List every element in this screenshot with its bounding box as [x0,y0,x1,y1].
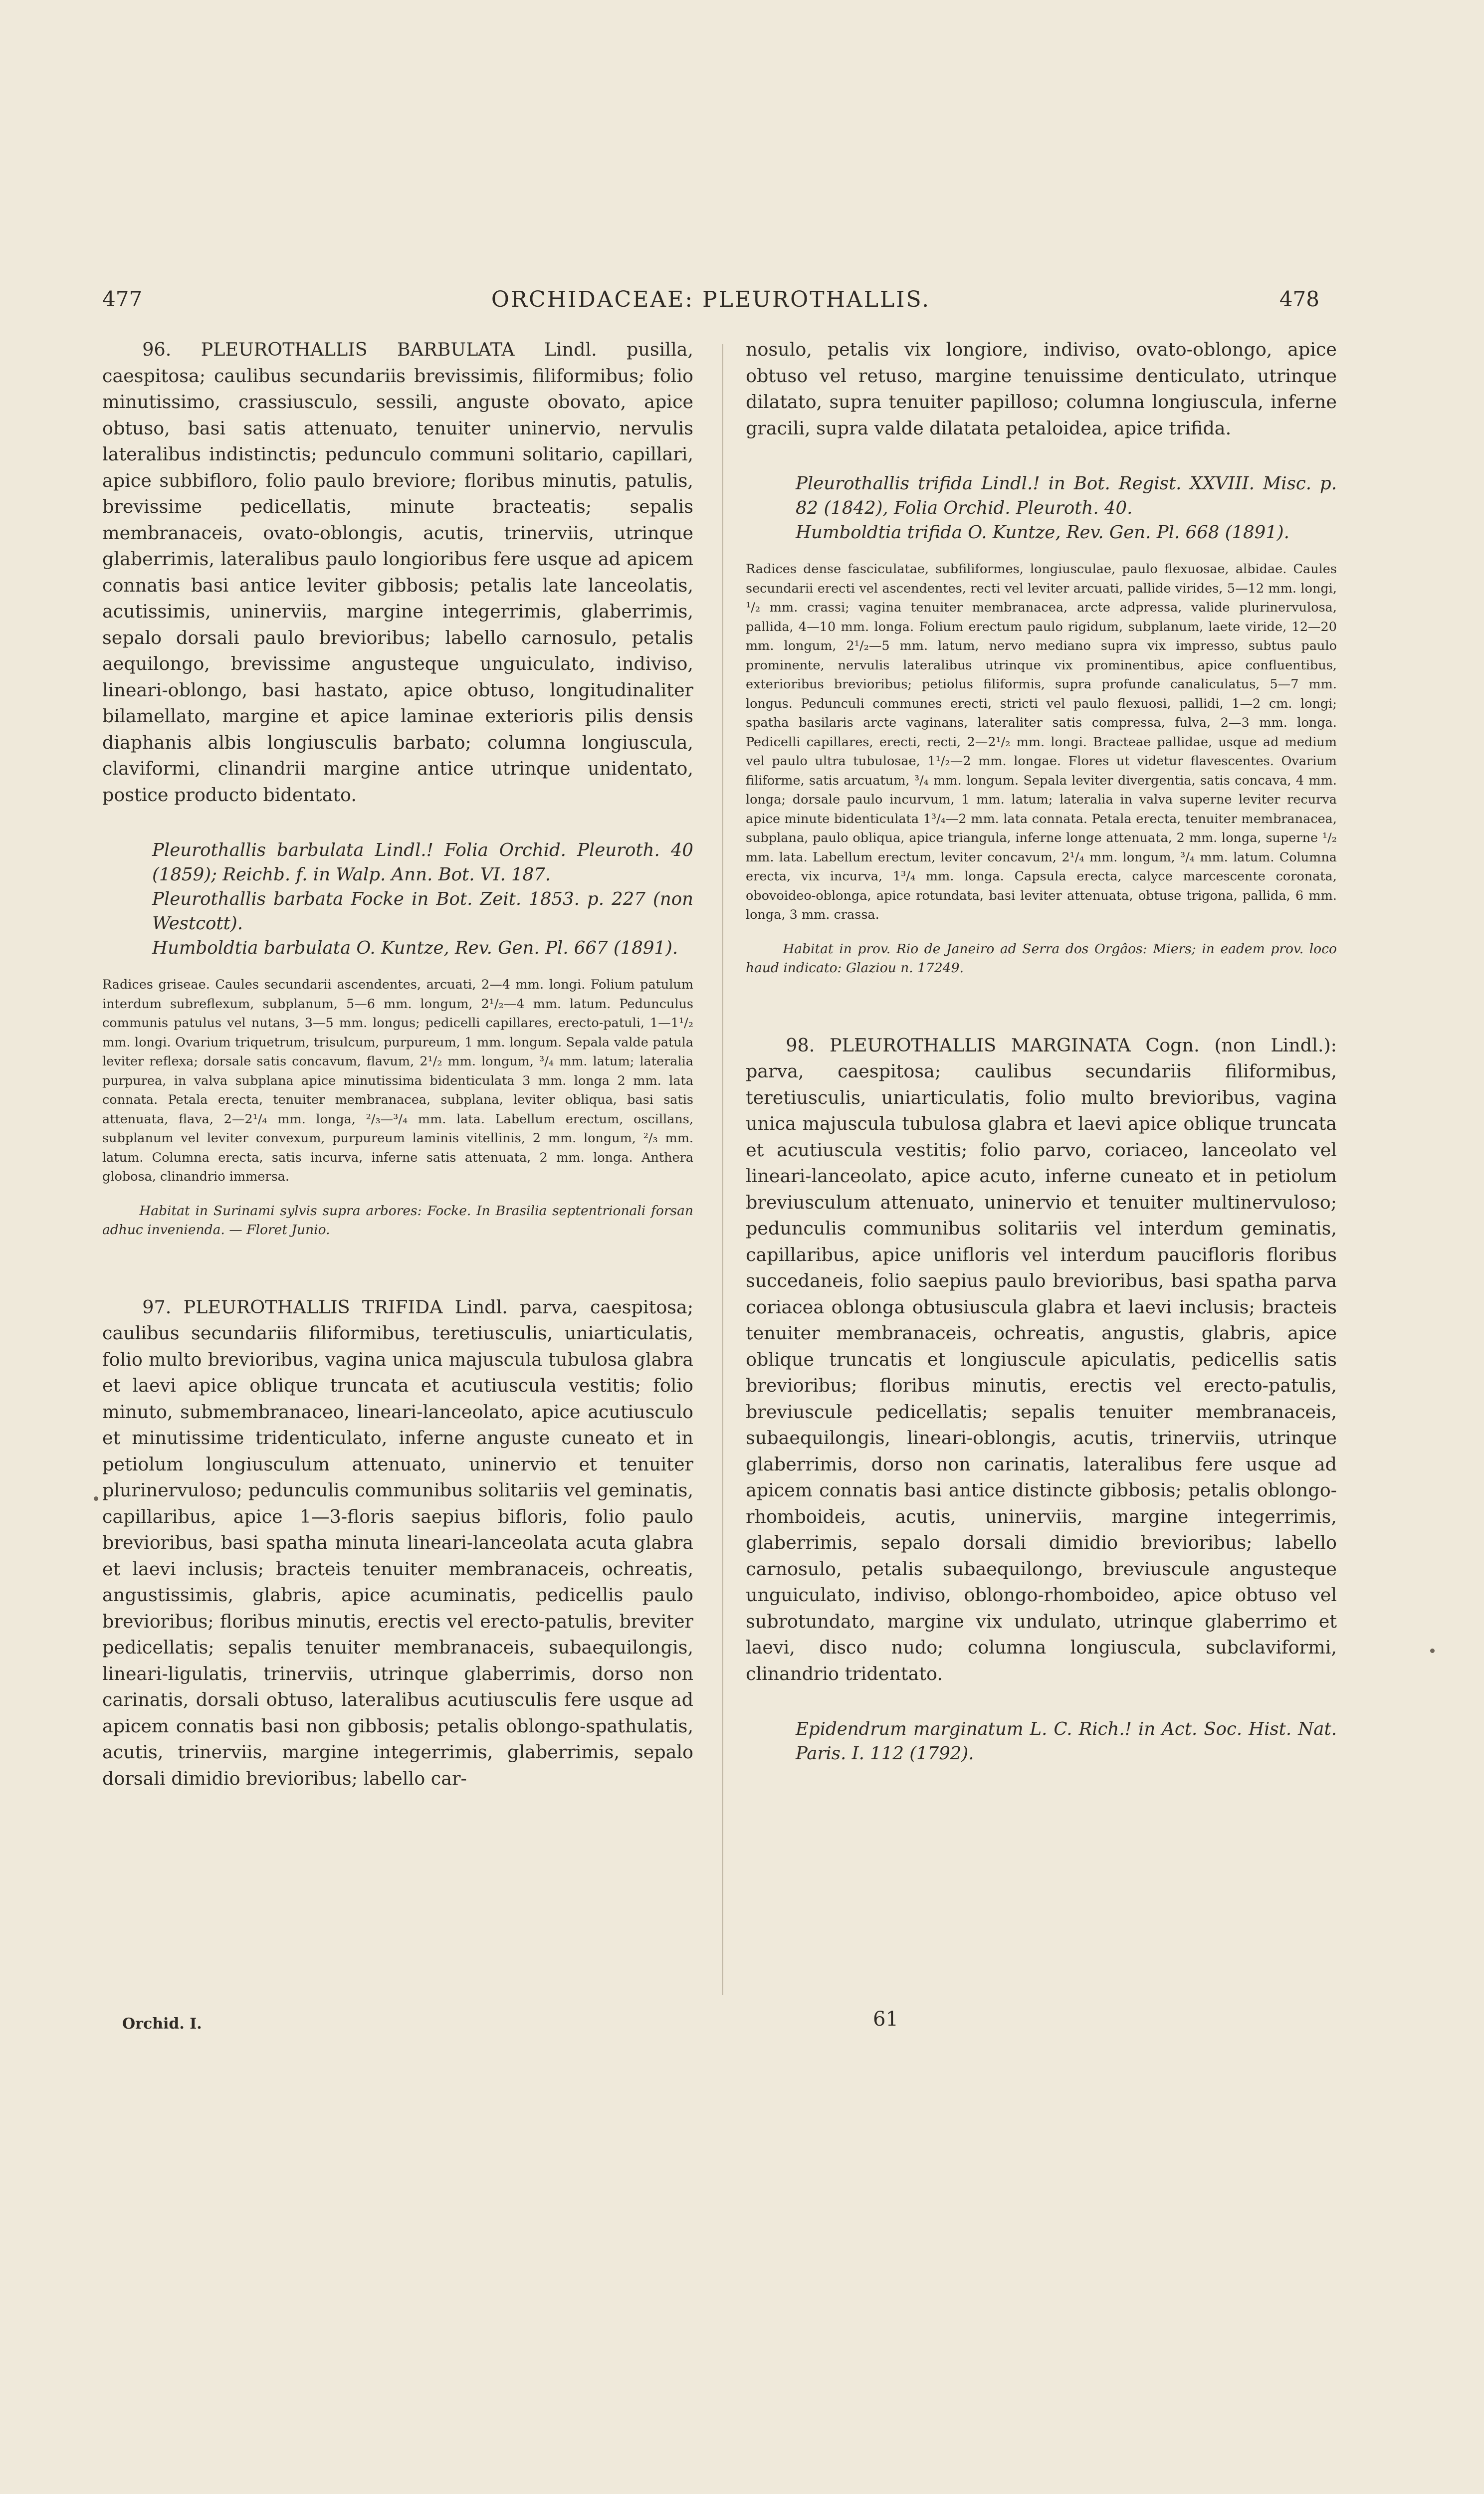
entry-97-habitat: Habitat in prov. Rio de Janeiro ad Serra dos Orgâos: Miers; in eadem prov. loco haud indicato: Glaziou n. 17249. [746,941,1337,976]
entry-96-citation-3: Humboldtia barbulata O. Kuntze, Rev. Gen. Pl. 667 (1891). [152,938,678,958]
entry-96-citation-2: Pleurothallis barbata Focke in Bot. Zeit. 1853. p. 227 (non Westcott). [152,889,693,934]
entry-97-body: parva, caespitosa; caulibus secundariis filiformibus, teretiusculis, uniarticulatis, folio multo brevioribus, vagina unica majuscula tubulosa glabra et laevi apice oblique truncata et acutiuscula vestitis; folio minuto, submembranaceo, lineari-lanceolato, apice acutiusculo et minutissime tridenticulato, inferne anguste cuneato et in petiolum longiusculum attenuato, uninervio et tenuiter plurinervuloso; pedunculis communibus solitariis vel geminatis, capillaribus, apice 1—3-floris saepius bifloris, folio paulo brevioribus, basi spatha minuta lineari-lanceolata acuta glabra et laevi inclusis; bracteis tenuiter membranaceis, ochreatis, angustissimis, glabris, apice acuminatis, pedicellis paulo brevioribus; floribus minutis, erectis vel erecto-patulis, breviter pedicellatis; sepalis tenuiter membranaceis, subaequilongis, lineari-ligulatis, trinerviis, utrinque glaberrimis, dorso non carinatis, dorsali obtuso, lateralibus acutiusculis fere usque ad apicem connatis basi non gibbosis; petalis oblongo-spathulatis, acutis, trinerviis, margine integerrimis, glaberrimis, sepalo dorsali dimidio brevioribus; labello car- [102,1296,693,1789]
entry-96-description: Radices griseae. Caules secundarii ascendentes, arcuati, 2—4 mm. longi. Folium patulum interdum subreflexum, subplanum, 5—6 mm. longum, 2¹/₂—4 mm. latum. Pedunculus communis patulus vel nutans, 3—5 mm. longus; pedicelli capillares, erecto-patuli, 1—1¹/₂ mm. longi. Ovarium triquetrum, trisulcum, purpureum, 1 mm. longum. Sepala valde patula leviter reflexa; dorsale satis concavum, flavum, 2¹/₂ mm. longum, ³/₄ mm. latum; lateralia purpurea, in valva subplana apice minutissima bidenticulata 3 mm. longa 2 mm. lata connata. Petala erecta, tenuiter membranacea, subplana, leviter obliqua, basi satis attenuata, flava, 2—2¹/₄ mm. longa, ²/₃—³/₄ mm. lata. Labellum erectum, oscillans, subplanum vel leviter convexum, purpureum laminis vitellinis, 2 mm. longum, ²/₃ mm. latum. Columna erecta, satis incurva, inferne satis attenuata, 2 mm. longa. Anthera globosa, clinandrio immersa. [102,977,693,1184]
entry-96-habitat: Habitat in Surinami sylvis supra arbores: Focke. In Brasilia septentrionali forsan adhuc invenienda. — Floret Junio. [102,1203,693,1238]
entry-97-body-continued: nosulo, petalis vix longiore, indiviso, ovato-oblongo, apice obtuso vel retuso, margine tenuissime denticulato, utrinque dilatato, supra tenuiter papilloso; columna longiuscula, inferne gracili, supra valde dilatata petaloidea, apice trifida. [746,339,1337,439]
entry-98-paragraph [746,1033,1337,1687]
entry-96-paragraph [102,337,693,808]
entry-97-description: Radices dense fasciculatae, subfiliformes, longiusculae, paulo flexuosae, albidae. Caules secundarii erecti vel ascendentes, recti vel leviter arcuati, pallide virides, 5—12 mm. longi, ¹/₂ mm. crassi; vagina tenuiter membranacea, arcte adpressa, valide plurinervulosa, pallida, 4—10 mm. longa. Folium erectum paulo rigidum, subplanum, laete viride, 12—20 mm. longum, 2¹/₂—5 mm. latum, nervo mediano supra vix impresso, subtus paulo prominente, nervulis lateralibus utrinque vix prominentibus, apice confluentibus, exterioribus brevioribus; petiolus filiformis, supra profunde canaliculatus, 5—7 mm. longus. Pedunculi communes erecti, stricti vel paulo flexuosi, pallidi, 1—2 cm. longi; spatha basilaris arcte vaginans, lateraliter satis compressa, fulva, 2—3 mm. longa. Pedicelli capillares, erecti, recti, 2—2¹/₂ mm. longi. Bracteae pallidae, usque ad medium vel paulo ultra tubulosae, 1¹/₂—2 mm. longae. Flores ut videtur flavescentes. Ovarium filiforme, satis arcuatum, ³/₄ mm. longum. Sepala leviter divergentia, satis concava, 4 mm. longa; dorsale paulo incurvum, 1 mm. latum; lateralia in valva superne leviter recurva apice minute bidenticulata 1³/₄—2 mm. lata connata. Petala erecta, tenuiter membranacea, subplana, paulo obliqua, apice triangula, inferne longe attenuata, 2 mm. longa, superne ¹/₂ mm. lata. Labellum erectum, leviter concavum, 2¹/₄ mm. longum, ³/₄ mm. latum. Columna erecta, vix incurva, 1³/₄ mm. longa. Capsula erecta, calyce marcescente coronata, obovoideo-oblonga, apice rotundata, basi leviter attenuata, obtuse trigona, pallida, 6 mm. longa, 3 mm. crassa. [746,562,1337,922]
entry-98-title: 98. PLEUROTHALLIS MARGINATA Cogn. [786,1034,1200,1056]
ink-speck [94,1496,98,1501]
entry-96-citation-1: Pleurothallis barbulata Lindl.! Folia Orchid. Pleuroth. 40 (1859); Reichb. f. in Walp. Ann. Bot. VI. 187. [152,840,693,885]
column-left [102,337,693,1792]
signature-mark: Orchid. I. [122,2015,202,2033]
running-title: ORCHIDACEAE: PLEUROTHALLIS. [491,287,931,312]
entry-97-citation-1: Pleurothallis trifida Lindl.! in Bot. Regist. XXVIII. Misc. p. 82 (1842), Folia Orchid. Pleuroth. 40. [796,473,1337,518]
page-number-left: 477 [102,287,143,311]
sheet-number: 61 [873,2008,898,2031]
entry-98-citation-1: Epidendrum marginatum L. C. Rich.! in Act. Soc. Hist. Nat. Paris. I. 112 (1792). [796,1719,1337,1764]
entry-97-paragraph [102,1294,693,1792]
page-number-right: 478 [1279,287,1319,311]
entry-96-body: pusilla, caespitosa; caulibus secundariis brevissimis, filiformibus; folio minutissimo, crassiusculo, sessili, anguste obovato, apice obtuso, basi satis attenuato, tenuiter uninervio, nervulis lateralibus indistinctis; pedunculo communi solitario, capillari, apice subbifloro, folio paulo breviore; floribus minutis, patulis, brevissime pedicellatis, minute bracteatis; sepalis membranaceis, ovato-oblongis, acutis, trinerviis, utrinque glaberrimis, lateralibus paulo longioribus fere usque ad apicem connatis basi antice leviter gibbosis; petalis late lanceolatis, acutissimis, uninerviis, margine integerrimis, glaberrimis, sepalo dorsali paulo brevioribus; labello carnosulo, petalis aequilongo, brevissime angusteque unguiculato, indiviso, lineari-oblongo, basi hastato, apice obtuso, longitudinaliter bilamellato, margine et apice laminae exterioris pilis densis diaphanis albis longiusculis barbato; columna longiuscula, claviformi, clinandrii margine antice utrinque unidentato, postice producto bidentato. [102,339,693,806]
entry-96-title: 96. PLEUROTHALLIS BARBULATA Lindl. [142,339,597,360]
ink-speck [1430,1649,1435,1653]
column-divider [722,344,723,1995]
entry-98-body: (non Lindl.): parva, caespitosa; caulibus secundariis filiformibus, teretiusculis, uniarticulatis, folio multo brevioribus, vagina unica majuscula tubulosa glabra et laevi apice oblique truncata et acutiuscula vestitis; folio parvo, coriaceo, lanceolato vel lineari-lanceolato, apice acuto, inferne cuneato et in petiolum breviusculum attenuato, uninervio et tenuiter multinervuloso; pedunculis communibus solitariis vel interdum geminatis, capillaribus, apice unifloris vel interdum paucifloris floribus succedaneis, folio saepius paulo brevioribus, basi spatha parva coriacea oblonga obtusiuscula glabra et laevi inclusis; bracteis tenuiter membranaceis, ochreatis, angustis, glabris, apice oblique truncatis et longiuscule apiculatis, pedicellis satis brevioribus; floribus minutis, erectis vel erecto-patulis, breviuscule pedicellatis; sepalis tenuiter membranaceis, subaequilongis, lineari-oblongis, acutis, trinerviis, utrinque glaberrimis, dorso non carinatis, lateralibus fere usque ad apicem connatis basi antice distincte gibbosis; petalis oblongo-rhomboideis, acutis, uninerviis, margine integerrimis, glaberrimis, sepalo dorsali dimidio brevioribus; labello carnosulo, petalis subaequilongo, breviuscule angusteque unguiculato, indiviso, oblongo-rhomboideo, apice obtuso vel subrotundato, margine vix undulato, utrinque glaberrimo et laevi, disco nudo; columna longiuscula, subclaviformi, clinandrio tridentato. [746,1034,1337,1684]
entry-97-citation-2: Humboldtia trifida O. Kuntze, Rev. Gen. Pl. 668 (1891). [796,522,1289,543]
column-right [746,337,1337,1766]
page-header [102,287,1319,317]
entry-97-title: 97. PLEUROTHALLIS TRIFIDA Lindl. [142,1296,508,1318]
